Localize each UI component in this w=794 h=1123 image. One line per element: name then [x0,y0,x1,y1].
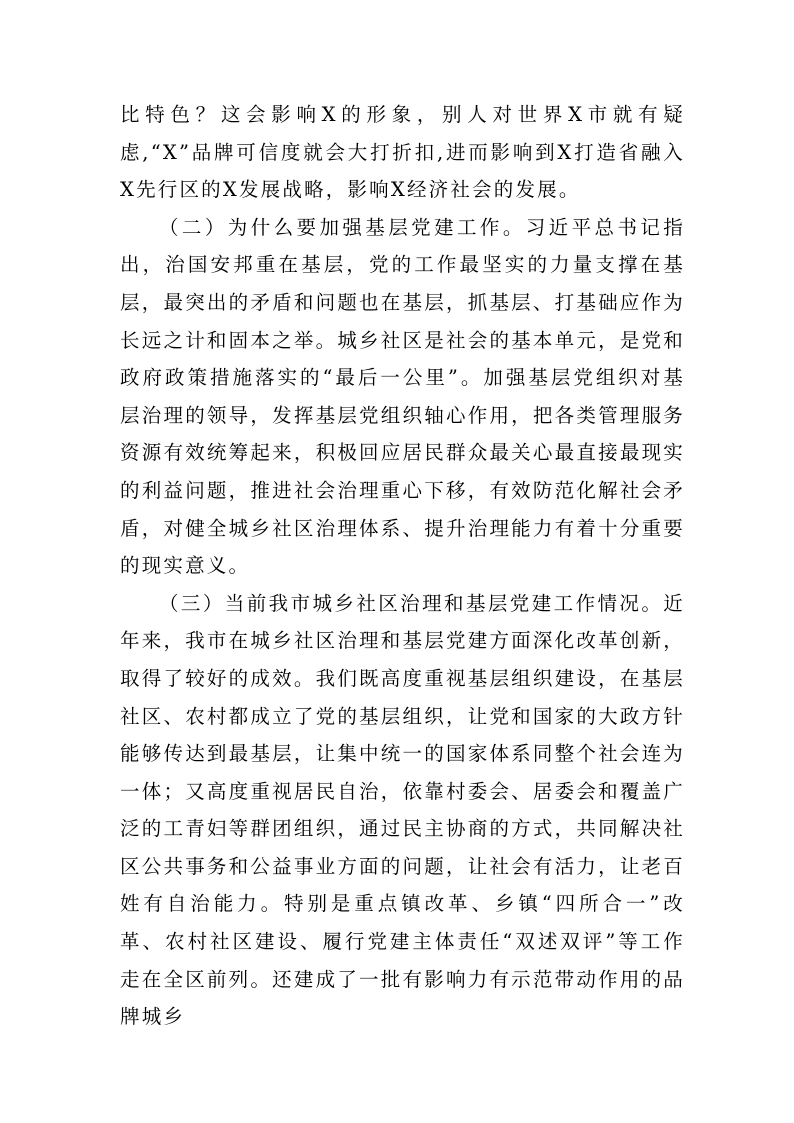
document-page [120,96,685,1036]
paragraph-continuation: 比特色？这会影响X的形象，别人对世界X市就有疑虑,“X”品牌可信度就会大打折扣,进而影响到X打造省融入X先行区的X发展战略，影响X经济社会的发展。 [120,103,685,202]
paragraph-section-3: （三）当前我市城乡社区治理和基层党建工作情况。近年来，我市在城乡社区治理和基层党建方面深化改革创新，取得了较好的成效。我们既高度重视基层组织建设，在基层社区、农村都成立了党的基层组织，让党和国家的大政方针能够传达到最基层，让集中统一的国家体系同整个社会连为一体；又高度重视居民自治，依靠村委会、居委会和覆盖广泛的工青妇等群团组织，通过民主协商的方式，共同解决社区公共事务和公益事业方面的问题，让社会有活力，让老百姓有自治能力。特别是重点镇改革、乡镇“四所合一”改革、农村社区建设、履行党建主体责任“双述双评”等工作走在全区前列。还建成了一批有影响力有示范带动作用的品牌城乡 [120,591,685,1029]
paragraph-section-2: （二）为什么要加强基层党建工作。习近平总书记指出，治国安邦重在基层，党的工作最坚实的力量支撑在基层，最突出的矛盾和问题也在基层，抓基层、打基础应作为长远之计和固本之举。城乡社区是社会的基本单元，是党和政府政策措施落实的“最后一公里”。加强基层党组织对基层治理的领导，发挥基层党组织轴心作用，把各类管理服务资源有效统筹起来，积极回应居民群众最关心最直接最现实的利益问题，推进社会治理重心下移，有效防范化解社会矛盾，对健全城乡社区治理体系、提升治理能力有着十分重要的现实意义。 [120,215,685,578]
